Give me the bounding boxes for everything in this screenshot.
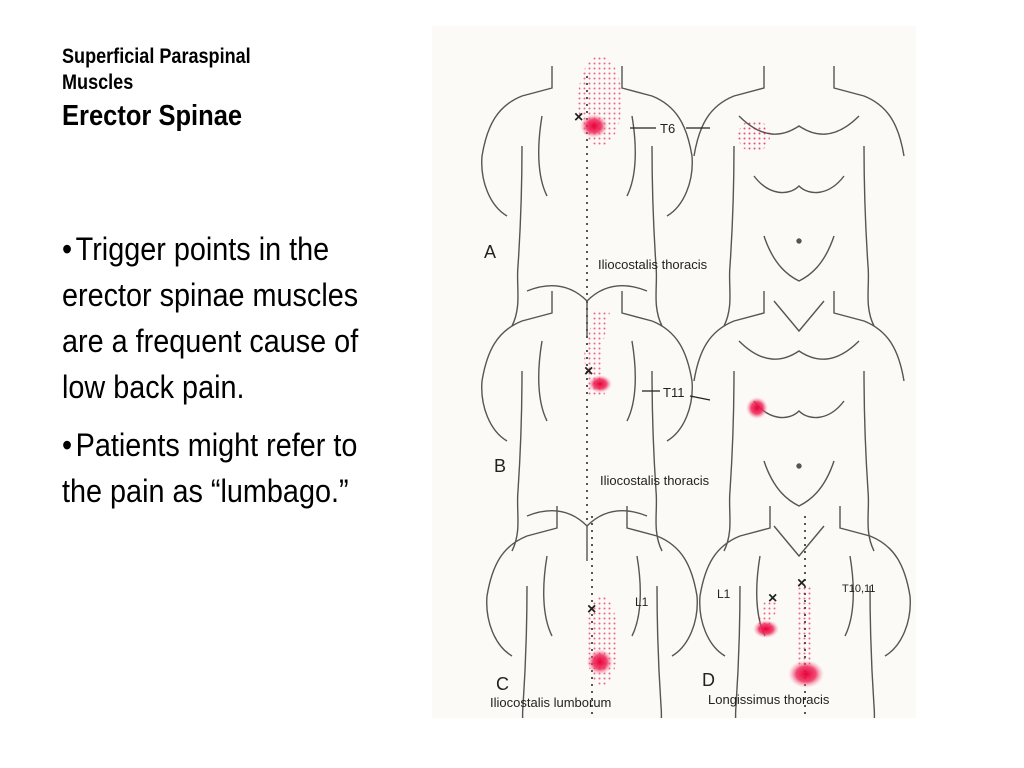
panel-c (487, 506, 698, 718)
panel-a (482, 56, 904, 336)
panel-letter: A (484, 242, 497, 262)
bullet-list (62, 226, 392, 526)
level-label: T6 (660, 121, 676, 136)
panel-caption: Iliocostalis thoracis (598, 257, 708, 272)
title-block (62, 44, 392, 134)
panel-caption: Iliocostalis lumborum (490, 695, 612, 710)
level-label: T11 (663, 385, 685, 400)
bullet-item (62, 226, 386, 410)
bullet-text: Patients might refer to the pain as “lumbago.” (62, 427, 358, 509)
svg-text:×: × (574, 109, 584, 126)
panel-letter: D (702, 670, 715, 690)
bullet-dot-icon: • (62, 427, 73, 463)
svg-text:×: × (797, 575, 807, 592)
anatomy-figure (432, 26, 916, 718)
svg-text:×: × (768, 590, 778, 607)
svg-text:×: × (584, 363, 594, 380)
panel-caption: Iliocostalis thoracis (600, 473, 710, 488)
bullet-item (62, 422, 386, 514)
level-label: L1 (717, 587, 731, 601)
bullet-text: Trigger points in the erector spinae muscles are a frequent cause of low back pain. (62, 231, 359, 405)
slide-title: Erector Spinae (62, 100, 243, 132)
slide-subtitle: Superficial Paraspinal Muscles (62, 45, 251, 94)
level-label: T10,11 (842, 583, 876, 595)
bullet-dot-icon: • (62, 231, 73, 267)
level-label: L1 (635, 595, 649, 609)
panel-d (700, 506, 911, 718)
svg-text:×: × (587, 601, 597, 618)
panel-letter: C (496, 674, 509, 694)
anatomy-illustration (432, 26, 916, 718)
panel-letter: B (494, 456, 507, 476)
panel-caption: Longissimus thoracis (708, 692, 830, 707)
